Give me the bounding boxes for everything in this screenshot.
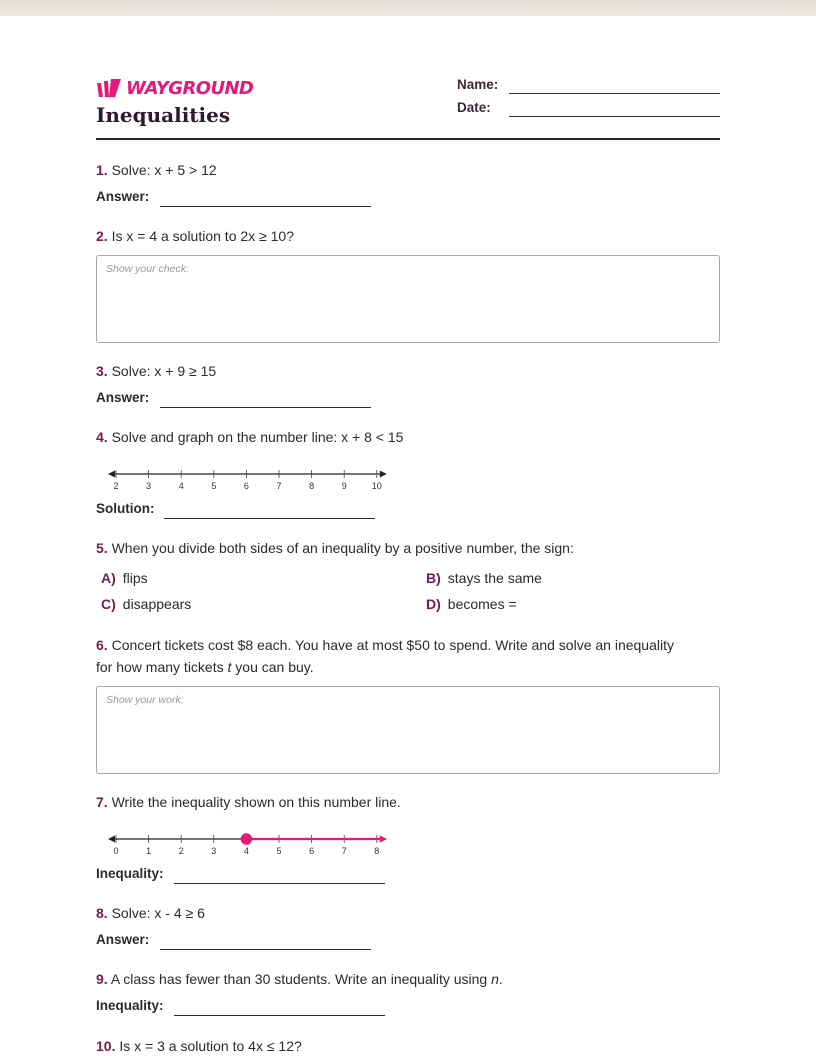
question-7	[96, 791, 720, 813]
left-arrow-icon	[108, 471, 115, 478]
number-line-tick-label: 8	[374, 846, 380, 856]
number-line-tick-label: 0	[113, 846, 119, 856]
option-a[interactable]	[96, 570, 148, 586]
answer-field-7[interactable]	[96, 866, 385, 881]
question-9	[96, 968, 720, 990]
answer-line[interactable]	[174, 1015, 385, 1016]
variable-t: t	[227, 659, 232, 675]
answer-field-3[interactable]	[96, 390, 371, 405]
question-3	[96, 360, 720, 382]
number-line-tick-label: 4	[178, 481, 184, 491]
option-c[interactable]	[96, 596, 191, 612]
left-arrow-icon	[108, 836, 115, 843]
answer-label: Inequality:	[96, 998, 164, 1013]
option-letter: A)	[101, 570, 116, 586]
question-text: Solve: x + 9 ≥ 15	[111, 363, 217, 379]
answer-label: Solution:	[96, 501, 155, 516]
number-line-tick-label: 5	[211, 481, 217, 491]
question-5	[96, 537, 720, 559]
question-text: Solve and graph on the number line: x + 8 < 15	[111, 429, 404, 445]
option-letter: C)	[101, 596, 116, 612]
answer-line[interactable]	[174, 883, 385, 884]
work-box-2[interactable]	[96, 255, 720, 343]
question-number: 1.	[96, 162, 108, 178]
variable-n: n	[491, 971, 499, 987]
answer-line[interactable]	[160, 407, 371, 408]
question-number: 4.	[96, 429, 108, 445]
question-number: 8.	[96, 905, 108, 921]
date-label: Date:	[457, 100, 491, 115]
question-number: 10.	[96, 1038, 116, 1054]
number-line-q4[interactable]	[108, 466, 388, 494]
question-text: When you divide both sides of an inequality by a positive number, the sign:	[111, 540, 574, 556]
number-line-tick-label: 2	[178, 846, 184, 856]
number-line-tick-label: 9	[341, 481, 347, 491]
work-box-placeholder: Show your work:	[106, 694, 184, 706]
number-line-tick-label: 7	[276, 481, 282, 491]
number-line-tick-label: 10	[371, 481, 382, 491]
solution-endpoint-dot	[241, 834, 251, 844]
question-4	[96, 426, 720, 448]
work-box-6[interactable]	[96, 686, 720, 774]
answer-label: Answer:	[96, 390, 150, 405]
question-8	[96, 902, 720, 924]
brand-logo-text: WAYGROUND	[126, 78, 254, 99]
answer-line[interactable]	[164, 518, 375, 519]
question-number: 5.	[96, 540, 108, 556]
number-line-tick-label: 6	[309, 846, 315, 856]
question-text-a: A class has fewer than 30 students. Write an inequality using	[110, 971, 492, 987]
question-number: 3.	[96, 363, 108, 379]
question-text-line-1: Concert tickets cost $8 each. You have at most $50 to spend. Write and solve an inequality	[111, 637, 674, 653]
name-line[interactable]	[509, 93, 720, 94]
option-text: stays the same	[447, 570, 542, 586]
question-text-line-2a: for how many tickets	[96, 659, 228, 675]
wayground-logo-icon	[96, 79, 122, 99]
question-10	[96, 1035, 720, 1056]
number-line-tick-label: 3	[211, 846, 217, 856]
question-1	[96, 159, 720, 181]
number-line-tick-label: 1	[146, 846, 152, 856]
question-number: 7.	[96, 794, 108, 810]
option-text: becomes =	[447, 596, 517, 612]
question-text: Is x = 4 a solution to 2x ≥ 10?	[111, 228, 294, 244]
question-number: 6.	[96, 637, 108, 653]
right-arrow-icon	[380, 471, 387, 478]
answer-field-9[interactable]	[96, 998, 385, 1013]
number-line-tick-label: 2	[113, 481, 119, 491]
question-2	[96, 225, 720, 247]
option-text: disappears	[122, 596, 192, 612]
answer-label: Answer:	[96, 932, 150, 947]
answer-field-4[interactable]	[96, 501, 375, 516]
option-text: flips	[122, 570, 148, 586]
number-line-tick-label: 5	[276, 846, 282, 856]
answer-label: Answer:	[96, 189, 150, 204]
question-number: 9.	[96, 971, 108, 987]
question-text-line-2b: you can buy.	[231, 659, 314, 675]
answer-line[interactable]	[160, 949, 371, 950]
option-letter: B)	[426, 570, 441, 586]
answer-field-1[interactable]	[96, 189, 371, 204]
question-text: Solve: x + 5 > 12	[111, 162, 217, 178]
option-b[interactable]	[421, 570, 542, 586]
question-text: Is x = 3 a solution to 4x ≤ 12?	[119, 1038, 302, 1054]
number-line-tick-label: 4	[243, 846, 249, 856]
number-line-q7	[108, 831, 388, 859]
page-title: Inequalities	[96, 103, 231, 127]
name-field[interactable]	[457, 77, 720, 92]
answer-line[interactable]	[160, 206, 371, 207]
top-edge-bar	[0, 0, 816, 16]
question-number: 2.	[96, 228, 108, 244]
answer-label: Inequality:	[96, 866, 164, 881]
answer-field-8[interactable]	[96, 932, 371, 947]
question-6	[96, 634, 720, 678]
date-field[interactable]	[457, 100, 720, 115]
number-line-tick-label: 3	[146, 481, 152, 491]
solution-arrow-icon	[380, 836, 387, 843]
number-line-tick-label: 7	[341, 846, 347, 856]
number-line-tick-label: 6	[243, 481, 249, 491]
header-divider	[96, 138, 720, 140]
work-box-placeholder: Show your check:	[106, 263, 189, 275]
question-text: Write the inequality shown on this number line.	[111, 794, 401, 810]
number-line-tick-label: 8	[309, 481, 315, 491]
name-label: Name:	[457, 77, 499, 92]
question-text-b: .	[498, 971, 503, 987]
brand-logo	[96, 78, 253, 99]
option-d[interactable]	[421, 596, 517, 612]
date-line[interactable]	[509, 116, 720, 117]
option-letter: D)	[426, 596, 441, 612]
question-text: Solve: x - 4 ≥ 6	[111, 905, 205, 921]
